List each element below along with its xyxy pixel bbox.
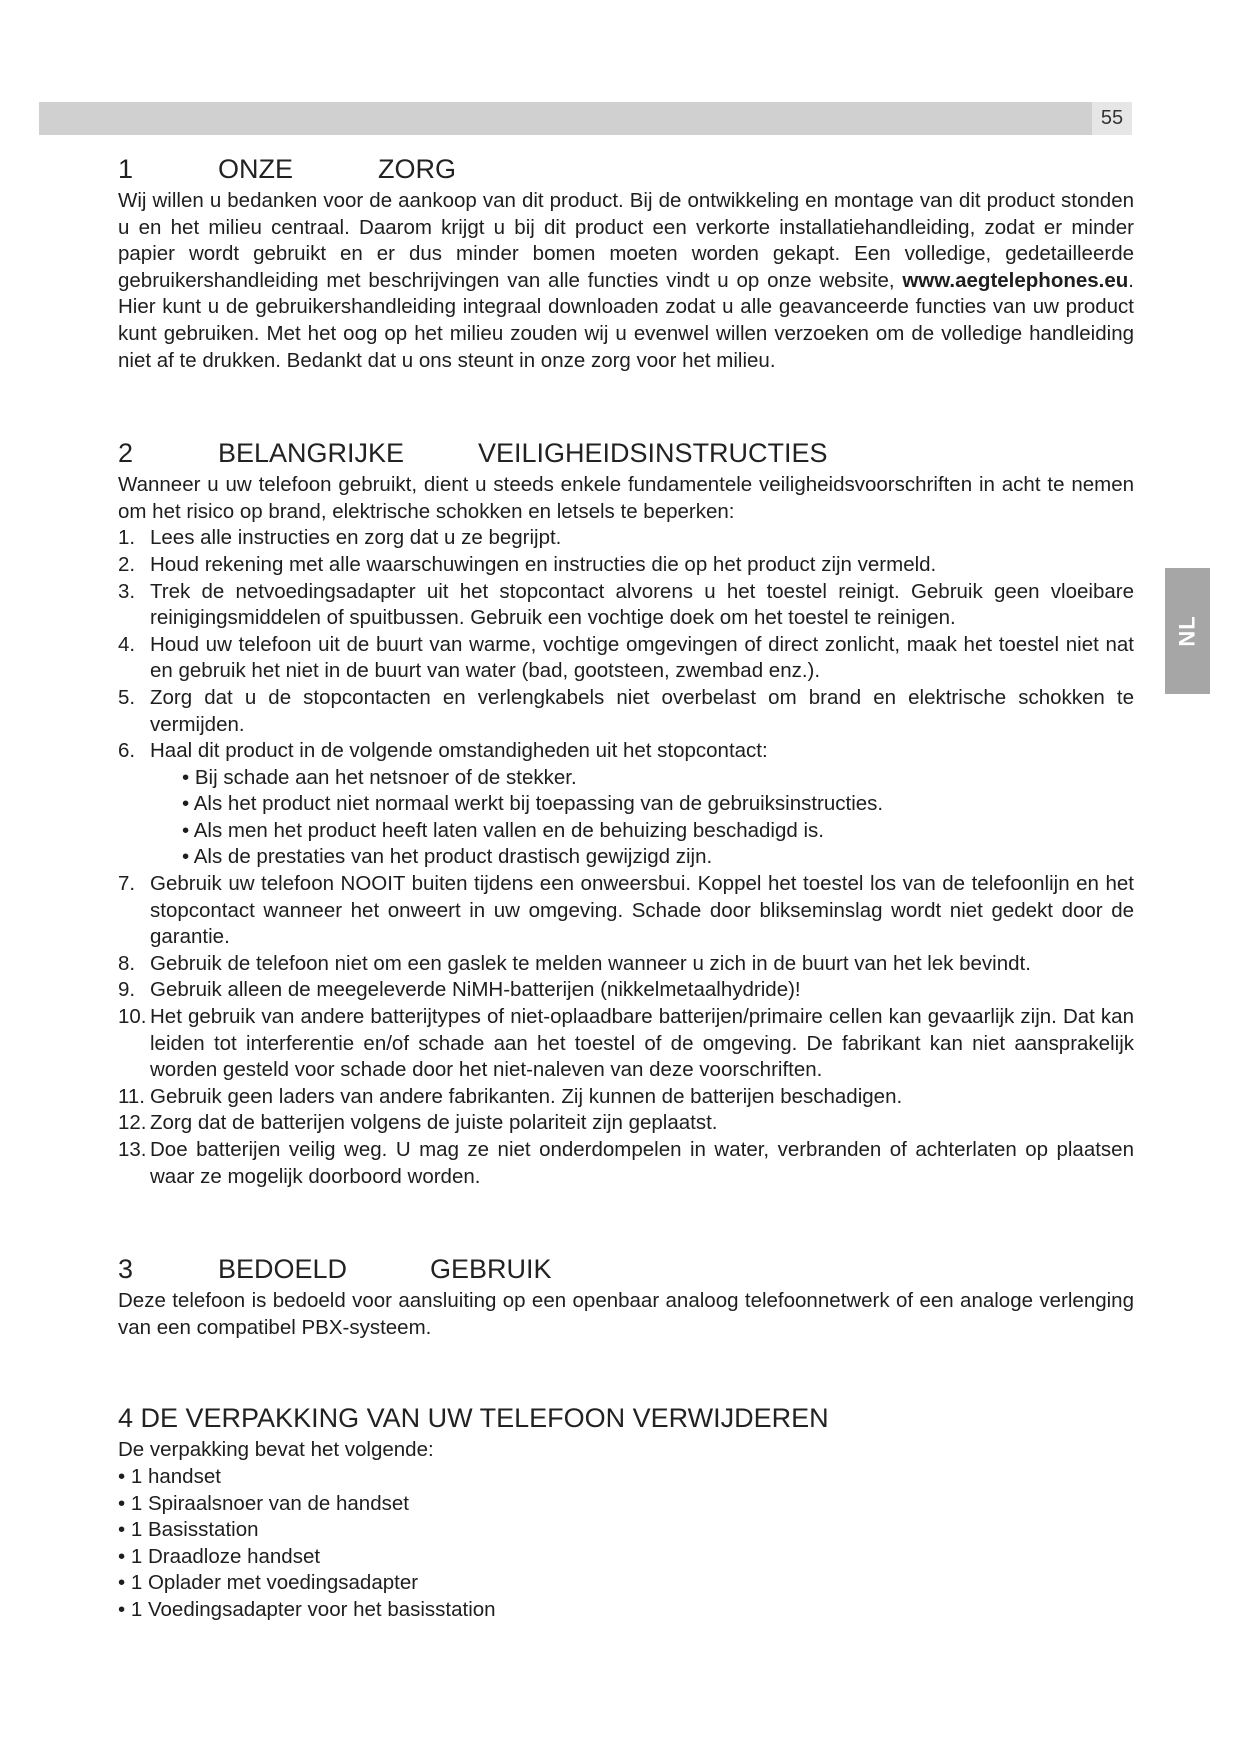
item-number: 4.	[118, 632, 136, 656]
item-text: Zorg dat u de stopcontacten en verlengkabels niet overbelast om brand en elektrische schokken te vermijden.	[150, 685, 1134, 736]
item-number: 8.	[118, 951, 136, 975]
section-2-title	[118, 436, 1134, 470]
list-item	[118, 951, 1134, 978]
item-text: Gebruik alleen de meegeleverde NiMH-batterijen (nikkelmetaalhydride)!	[150, 978, 801, 1002]
section-number: 2	[118, 438, 134, 469]
list-item	[118, 1137, 1134, 1190]
item-number: 2.	[118, 552, 136, 576]
body-text: Wij willen u bedanken voor de aankoop van dit product. Bij de ontwikkeling en montage van dit product stonden u en het milieu centraal. Daarom krijgt u bij dit product een verkorte installatiehandleiding, zodat er minder papier wordt gebruikt en er dus minder bomen moeten worden gekapt. Een volledige, gedetailleerde gebruikershandleiding met beschrijvingen van alle functies vindt u op onze website,	[118, 189, 1134, 292]
language-tab	[1165, 568, 1210, 694]
section-title-word: VEILIGHEIDSINSTRUCTIES	[478, 438, 828, 469]
page-number: 55	[1092, 102, 1132, 135]
item-number: 11.	[118, 1084, 145, 1108]
section-title-word: BEDOELD	[218, 1254, 348, 1285]
safety-instructions-list	[118, 525, 1134, 1190]
package-contents-list	[118, 1464, 1134, 1624]
page-content	[118, 152, 1134, 1624]
list-item	[118, 685, 1134, 738]
sub-list-item: • Als men het product heeft laten vallen en de behuizing beschadigd is.	[182, 818, 824, 842]
item-number: 12.	[118, 1111, 147, 1135]
section-3-title	[118, 1252, 1134, 1286]
item-number: 9.	[118, 978, 136, 1002]
list-item	[118, 1110, 1134, 1137]
item-number: 1.	[118, 526, 136, 550]
header-bar	[39, 102, 1132, 135]
section-3-body: Deze telefoon is bedoeld voor aansluiting op een openbaar analoog telefoonnetwerk of een analoge verlenging van een compatibel PBX-systeem.	[118, 1289, 1134, 1339]
sub-list-item: • Als het product niet normaal werkt bij toepassing van de gebruiksinstructies.	[182, 792, 884, 816]
section-1-title	[118, 152, 1134, 186]
list-item	[118, 977, 1134, 1004]
item-number: 10.	[118, 1005, 147, 1029]
section-2-intro: Wanneer u uw telefoon gebruikt, dient u steeds enkele fundamentele veiligheidsvoorschriften in acht te nemen om het risico op brand, elektrische schokken en letsels te beperken:	[118, 473, 1134, 523]
item-text: Gebruik de telefoon niet om een gaslek te melden wanneer u zich in de buurt van het lek bevindt.	[150, 951, 1031, 975]
sub-list-item: • Bij schade aan het netsnoer of de stekker.	[182, 765, 577, 789]
list-item	[118, 632, 1134, 685]
item-text: Houd rekening met alle waarschuwingen en instructies die op het product zijn vermeld.	[150, 552, 937, 576]
list-item: • 1 Draadloze handset	[118, 1544, 321, 1568]
item-text: Lees alle instructies en zorg dat u ze begrijpt.	[150, 526, 562, 550]
section-title-word: GEBRUIK	[430, 1254, 552, 1285]
list-item	[118, 579, 1134, 632]
item-number: 13.	[118, 1138, 147, 1161]
section-title-word: ONZE	[218, 154, 294, 184]
section-title-word: ZORG	[378, 154, 456, 184]
section-number: 3	[118, 1254, 134, 1285]
sub-list-item: • Als de prestaties van het product drastisch gewijzigd zijn.	[182, 845, 713, 869]
section-4-intro: De verpakking bevat het volgende:	[118, 1438, 434, 1462]
item-number: 7.	[118, 872, 136, 896]
list-item	[118, 1084, 1134, 1111]
list-item: • 1 Oplader met voedingsadapter	[118, 1571, 419, 1595]
list-item	[118, 552, 1134, 579]
item-text: Doe batterijen veilig weg. U mag ze niet onderdompelen in water, verbranden of achterlaten op plaatsen waar ze mogelijk doorboord worden.	[150, 1138, 1134, 1188]
section-title-word: BELANGRIJKE	[218, 438, 405, 469]
item-text: Zorg dat de batterijen volgens de juiste polariteit zijn geplaatst.	[150, 1111, 718, 1135]
list-item: • 1 Basisstation	[118, 1518, 259, 1542]
item-text: Het gebruik van andere batterijtypes of niet-oplaadbare batterijen/primaire cellen kan gevaarlijk zijn. Dat kan leiden tot interferentie en/of schade aan het toestel of de omgeving. De fabrikant kan niet aansprakelijk worden gesteld voor schade door het niet-naleven van deze voorschriften.	[150, 1005, 1134, 1082]
item-text: Haal dit product in de volgende omstandigheden uit het stopcontact:	[150, 739, 768, 763]
section-1-body	[118, 188, 1134, 374]
item-number: 6.	[118, 739, 136, 763]
sub-list	[150, 765, 1134, 871]
section-number: 1	[118, 154, 134, 184]
item-number: 3.	[118, 579, 136, 603]
item-text: Houd uw telefoon uit de buurt van warme, vochtige omgevingen of direct zonlicht, maak het toestel niet nat en gebruik het niet in de buurt van water (bad, gootsteen, zwembad enz.).	[150, 632, 1134, 683]
list-item	[118, 871, 1134, 951]
list-item	[118, 1004, 1134, 1084]
list-item: • 1 handset	[118, 1464, 221, 1488]
item-text: Trek de netvoedingsadapter uit het stopcontact alvorens u het toestel reinigt. Gebruik geen vloeibare reinigingsmiddelen of spuitbussen. Gebruik een vochtige doek om het toestel te reinigen.	[150, 579, 1134, 630]
list-item: • 1 Voedingsadapter voor het basisstation	[118, 1597, 496, 1621]
item-text: Gebruik uw telefoon NOOIT buiten tijdens een onweersbui. Koppel het toestel los van de telefoonlijn en het stopcontact wanneer het onweert in uw omgeving. Schade door blikseminslag wordt niet gedekt door de garantie.	[150, 872, 1134, 949]
list-item: • 1 Spiraalsnoer van de handset	[118, 1491, 409, 1515]
list-item	[118, 525, 1134, 552]
item-number: 5.	[118, 685, 136, 709]
list-item	[118, 738, 1134, 871]
language-tab-label: NL	[1174, 615, 1200, 647]
section-4-title: 4 DE VERPAKKING VAN UW TELEFOON VERWIJDEREN	[118, 1403, 829, 1434]
item-text: Gebruik geen laders van andere fabrikanten. Zij kunnen de batterijen beschadigen.	[150, 1084, 903, 1108]
website-link[interactable]: www.aegtelephones.eu	[902, 268, 1129, 292]
body-text: . Hier kunt u de gebruikershandleiding integraal downloaden zodat u alle geavanceerde functies van uw product kunt gebruiken. Met het oog op het milieu zouden wij u evenwel willen verzoeken om de volledige handleiding niet af te drukken. Bedankt dat u ons steunt in onze zorg voor het milieu.	[118, 268, 1134, 372]
